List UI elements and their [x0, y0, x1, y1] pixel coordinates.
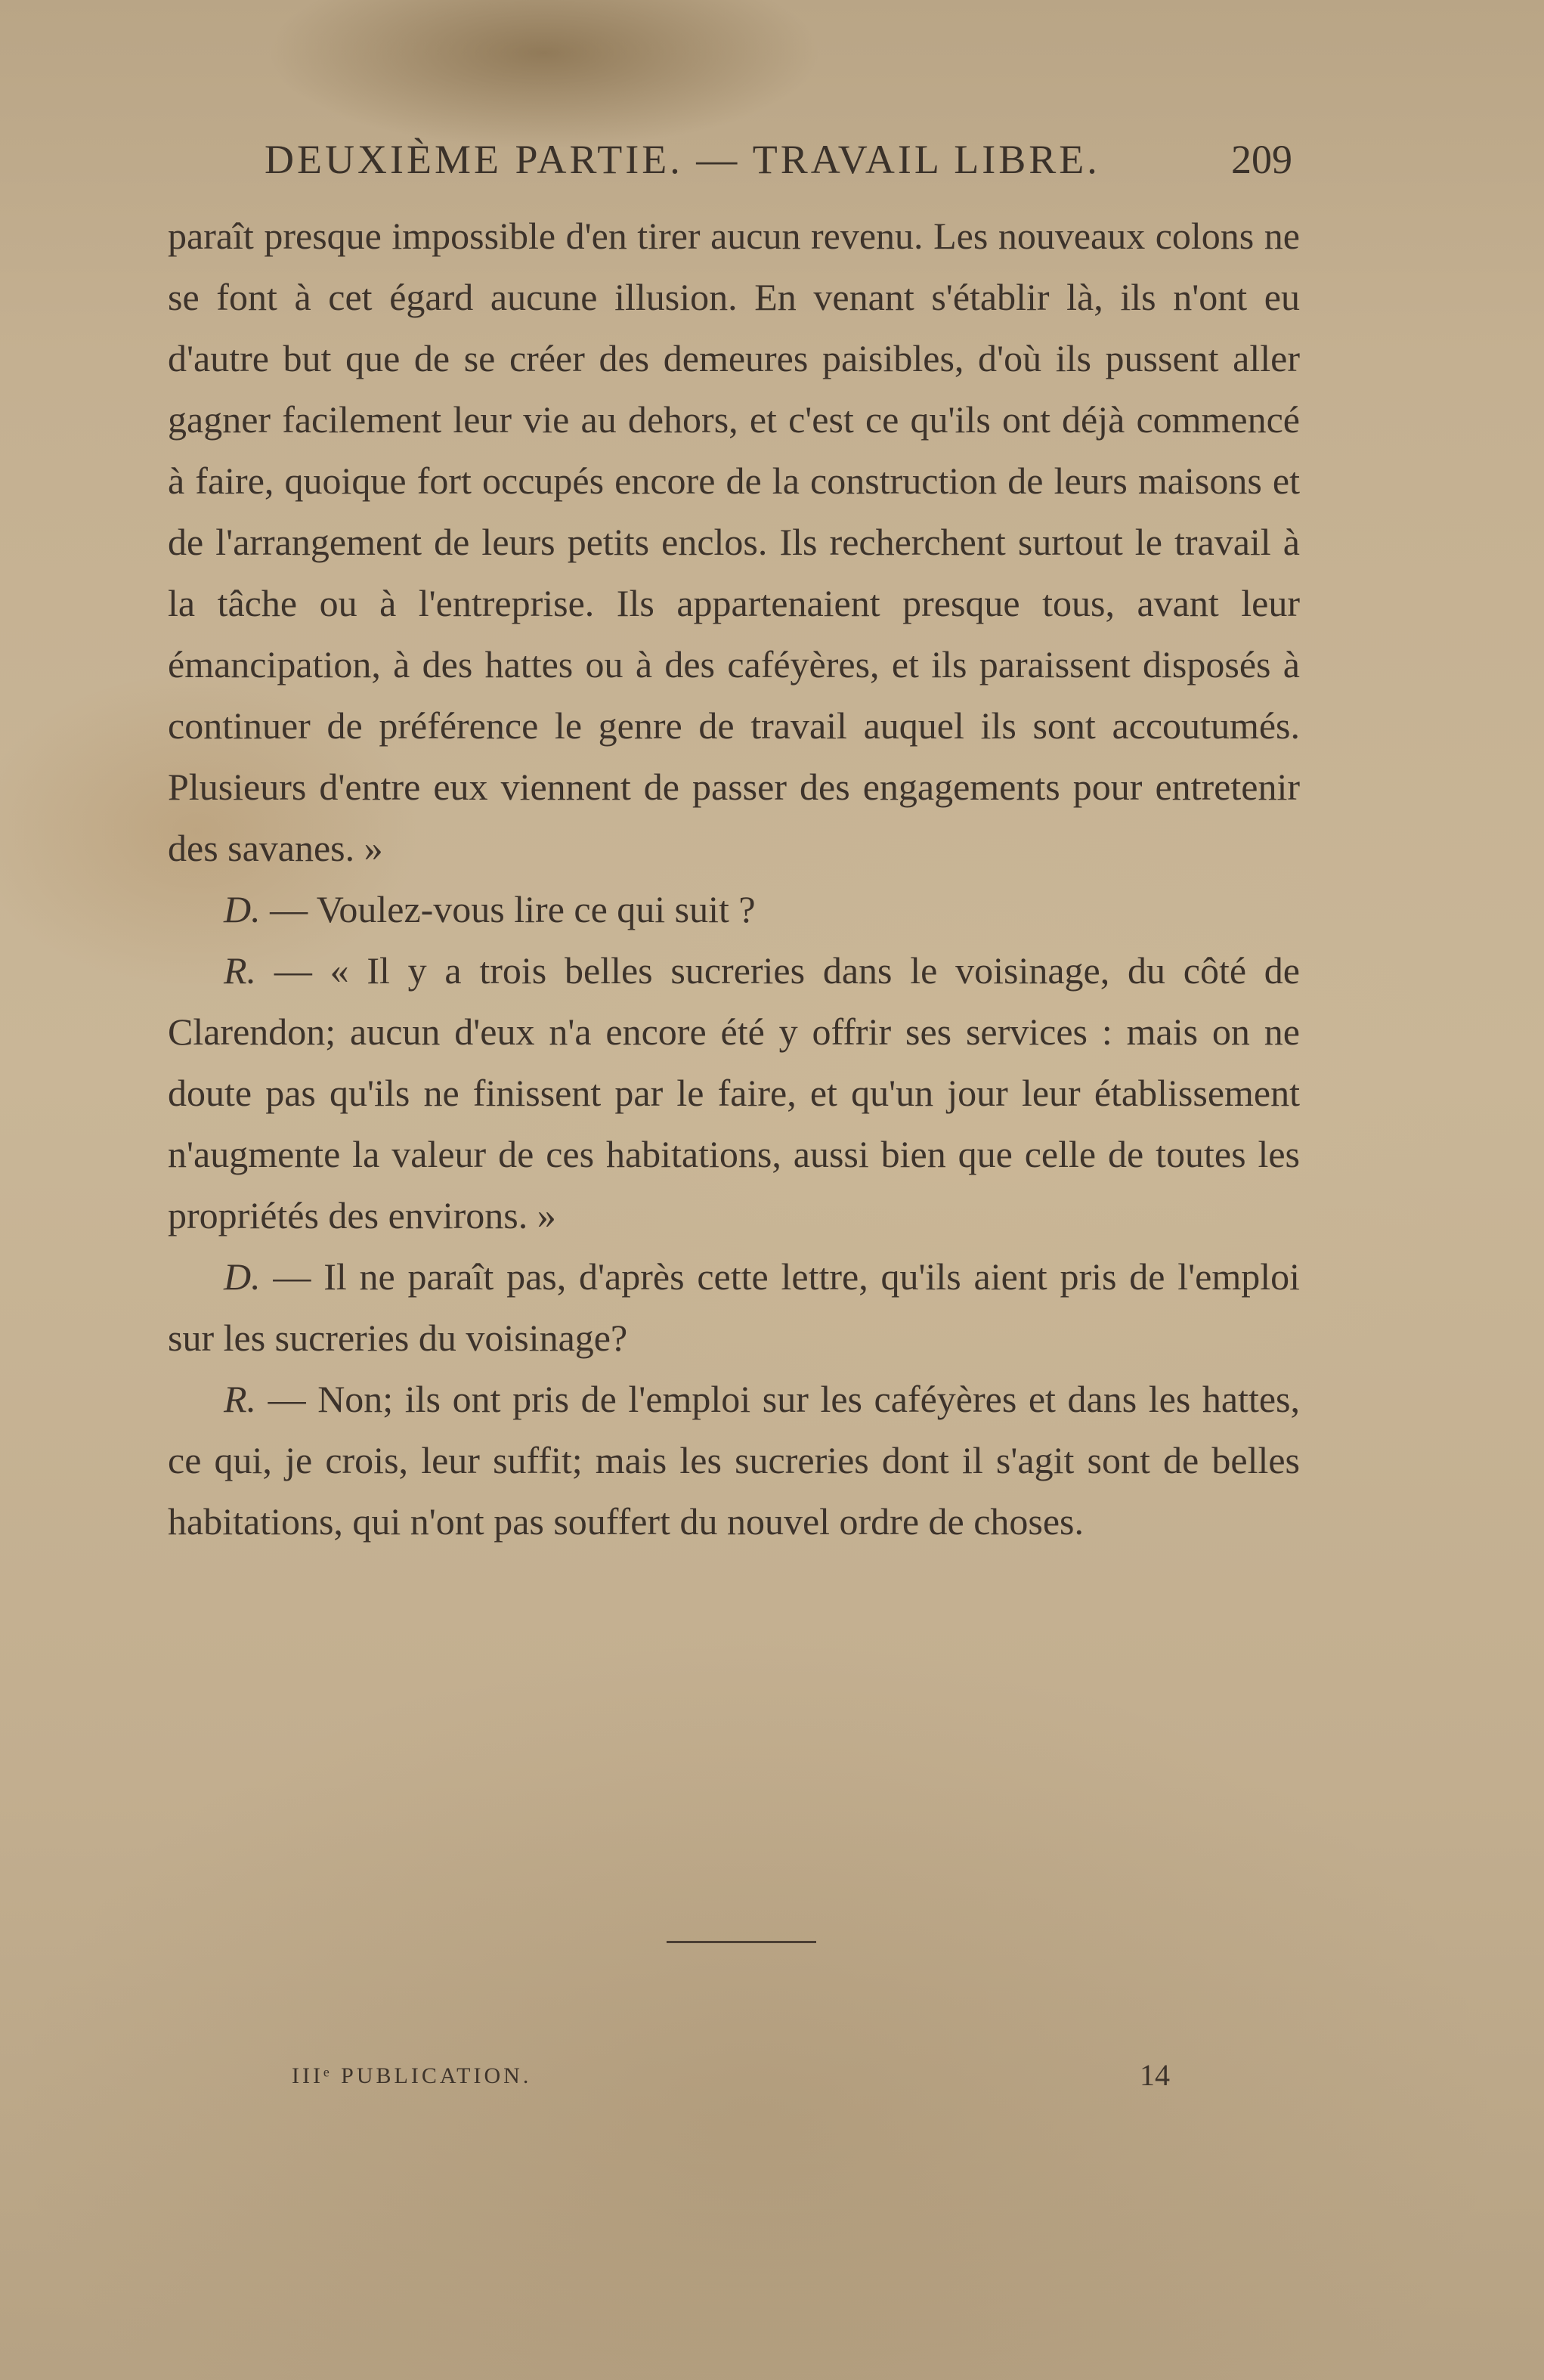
- running-header: [265, 136, 1292, 197]
- printer-signature: IIIᵉ PUBLICATION.: [292, 2063, 532, 2088]
- dialog-answer: [168, 1369, 1300, 1552]
- dialog-text: — « Il y a trois belles sucreries dans le voisinage, du côté de Clarendon; aucun d'eux n'a encore été y offrir ses services : mais on ne doute pas qu'ils ne finissent par le faire, et qu'un jour leur établissement n'augmente la valeur de ces habitations, aussi bien que celle de toutes les propriétés des environs. »: [168, 949, 1300, 1236]
- running-title: DEUXIÈME PARTIE. — TRAVAIL LIBRE.: [265, 137, 1100, 182]
- paragraph-letter-continuation: [168, 206, 1300, 879]
- dialog-text: — Non; ils ont pris de l'emploi sur les caféyères et dans les hattes, ce qui, je crois, leur suffit; mais les sucreries dont il s'agit sont de belles habitations, qui n'ont pas souffert du nouvel ordre de choses.: [168, 1378, 1300, 1543]
- speaker-label: D.: [224, 1255, 261, 1298]
- dialog-question: [168, 879, 1300, 940]
- page-number: 209: [1231, 137, 1292, 182]
- dialog-text: — Il ne paraît pas, d'après cette lettre, qu'ils aient pris de l'emploi sur les sucreries du voisinage?: [168, 1255, 1301, 1359]
- paragraph-text: paraît presque impossible d'en tirer aucun revenu. Les nouveaux colons ne se font à cet égard aucune illusion. En venant s'établir là, ils n'ont eu d'autre but que de se créer des demeures paisibles, d'où ils pussent aller gagner facilement leur vie au dehors, et c'est ce qu'ils ont déjà commencé à faire, quoique fort occupés encore de la construction de leurs maisons et de l'arrangement de leurs petits enclos. Ils recherchent surtout le travail à la tâche ou à l'entreprise. Ils appartenaient presque tous, avant leur émancipation, à des hattes ou à des caféyères, et ils paraissent disposés à continuer de préférence le genre de travail auquel ils sont accoutumés. Plusieurs d'entre eux viennent de passer des engagements pour entretenir des savanes. »: [168, 215, 1300, 869]
- speaker-label: R.: [224, 1378, 257, 1420]
- dialog-answer: [168, 940, 1300, 1246]
- section-divider: [667, 1941, 816, 1943]
- body-text: [168, 206, 1300, 1552]
- sheet-number: 14: [1140, 2058, 1170, 2092]
- speaker-label: R.: [224, 949, 257, 992]
- speaker-label: D.: [224, 888, 261, 930]
- dialog-question: [168, 1246, 1300, 1369]
- dialog-text: — Voulez-vous lire ce qui suit ?: [270, 888, 756, 930]
